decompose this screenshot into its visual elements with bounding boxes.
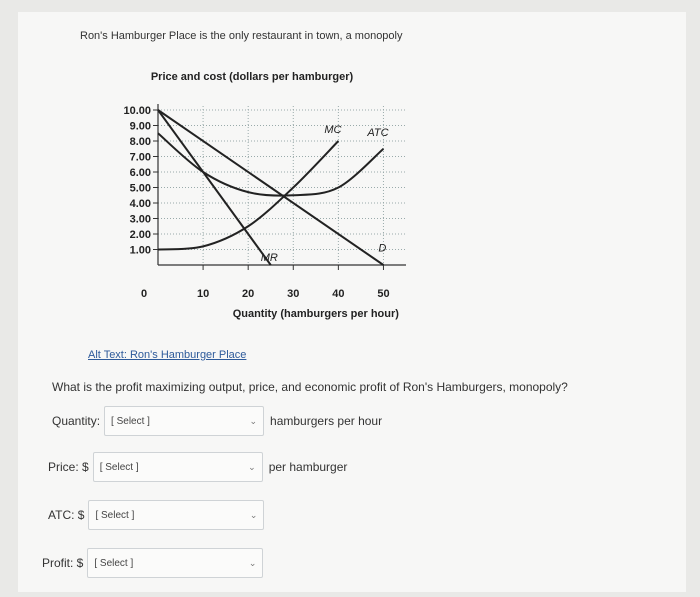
chart-svg bbox=[100, 60, 460, 330]
question-prompt: What is the profit maximizing output, price, and economic profit of Ron's Hamburgers, monopoly? bbox=[52, 380, 568, 394]
y-tick-label: 1.00 bbox=[129, 244, 151, 257]
x-axis-title: Quantity (hamburgers per hour) bbox=[232, 308, 399, 320]
quantity-unit: hamburgers per hour bbox=[270, 414, 383, 428]
x-tick-label: 20 bbox=[242, 288, 255, 300]
quantity-row bbox=[52, 406, 382, 436]
atc-row bbox=[48, 500, 264, 530]
chevron-down-icon: ⌄ bbox=[248, 461, 256, 472]
x-tick-label: 50 bbox=[377, 288, 390, 300]
atc-select-value: [ Select ] bbox=[95, 509, 135, 521]
y-tick-label: 8.00 bbox=[129, 136, 151, 148]
cost-curves-chart bbox=[100, 60, 460, 330]
quantity-select[interactable] bbox=[104, 406, 264, 436]
profit-row bbox=[42, 548, 263, 578]
x-tick-label: 30 bbox=[287, 288, 300, 300]
question-title: Ron's Hamburger Place is the only restaurant in town, a monopoly bbox=[80, 30, 403, 42]
y-tick-label: 2.00 bbox=[129, 229, 151, 241]
alt-text-link[interactable]: Alt Text: Ron's Hamburger Place bbox=[88, 349, 247, 361]
curve-label-mc: MC bbox=[324, 123, 342, 136]
curve-label-atc: ATC bbox=[367, 126, 389, 139]
y-tick-label: 6.00 bbox=[129, 167, 151, 179]
quantity-label: Quantity: bbox=[52, 414, 101, 428]
profit-label: Profit: $ bbox=[42, 556, 84, 570]
curve-label-mr: MR bbox=[260, 252, 278, 264]
price-label: Price: $ bbox=[48, 460, 89, 474]
y-tick-label: 4.00 bbox=[129, 198, 151, 210]
price-unit: per hamburger bbox=[268, 460, 348, 474]
chevron-down-icon: ⌄ bbox=[249, 415, 258, 426]
y-tick-label: 3.00 bbox=[129, 213, 151, 226]
curve-mr bbox=[158, 110, 271, 265]
atc-label: ATC: $ bbox=[48, 508, 85, 522]
y-tick-label: 7.00 bbox=[129, 151, 151, 164]
curve-label-d: D bbox=[378, 242, 387, 255]
profit-select[interactable] bbox=[87, 548, 263, 578]
origin-label: 0 bbox=[140, 288, 148, 300]
price-select[interactable] bbox=[93, 452, 263, 482]
profit-select-value: [ Select ] bbox=[94, 557, 134, 569]
y-tick-label: 9.00 bbox=[129, 120, 151, 133]
price-select-value: [ Select ] bbox=[99, 461, 139, 473]
y-tick-label: 10.00 bbox=[123, 105, 151, 117]
y-axis-title: Price and cost (dollars per hamburger) bbox=[150, 71, 354, 83]
atc-select[interactable] bbox=[88, 500, 264, 530]
y-tick-label: 5.00 bbox=[129, 182, 151, 195]
chevron-down-icon: ⌄ bbox=[249, 509, 258, 520]
x-tick-label: 10 bbox=[196, 288, 210, 300]
price-row bbox=[48, 452, 347, 482]
x-tick-label: 40 bbox=[332, 288, 345, 300]
chevron-down-icon: ⌄ bbox=[248, 557, 257, 568]
quantity-select-value: [ Select ] bbox=[111, 415, 150, 427]
